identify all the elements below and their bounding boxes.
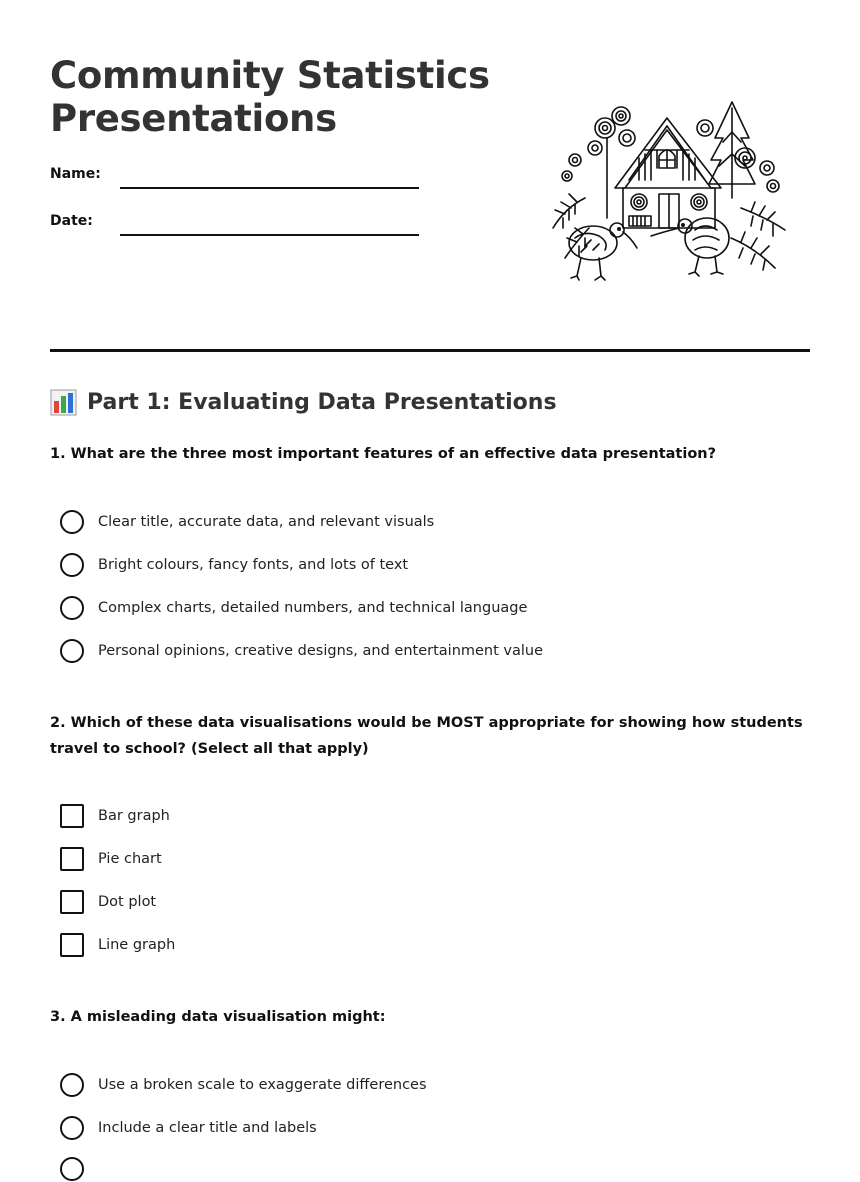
q2-option-4[interactable] bbox=[60, 932, 175, 958]
house-kiwi-illustration bbox=[545, 98, 795, 284]
option-label: Clear title, accurate data, and relevant visuals bbox=[98, 514, 435, 530]
option-label: Personal opinions, creative designs, and entertainment value bbox=[98, 643, 544, 659]
question-3: 3. A misleading data visualisation might: bbox=[50, 1009, 386, 1025]
option-label: Pie chart bbox=[98, 851, 162, 867]
tree-right bbox=[697, 102, 779, 198]
radio-button[interactable] bbox=[60, 639, 84, 663]
question-1: 1. What are the three most important features of an effective data presentation? bbox=[50, 446, 717, 462]
worksheet-title bbox=[50, 54, 490, 140]
fern-right bbox=[731, 202, 785, 270]
option-label: Dot plot bbox=[98, 894, 157, 910]
radio-button[interactable] bbox=[60, 1073, 84, 1097]
option-label: Bright colours, fancy fonts, and lots of text bbox=[98, 557, 409, 573]
date-label: Date: bbox=[50, 213, 93, 229]
checkbox[interactable] bbox=[60, 847, 84, 871]
name-label: Name: bbox=[50, 166, 101, 182]
q3-option-2[interactable] bbox=[60, 1115, 317, 1141]
question-2: 2. Which of these data visualisations would be MOST appropriate for showing how students travel to school? (Select all that apply) bbox=[50, 715, 803, 757]
koru-tree-left bbox=[562, 107, 635, 218]
checkbox[interactable] bbox=[60, 890, 84, 914]
option-label: Bar graph bbox=[98, 808, 170, 824]
checkbox[interactable] bbox=[60, 804, 84, 828]
section-heading bbox=[50, 389, 557, 416]
option-label: Include a clear title and labels bbox=[98, 1120, 317, 1136]
checkbox[interactable] bbox=[60, 933, 84, 957]
kiwi-bird-right bbox=[651, 218, 729, 276]
q3-option-3-partial[interactable] bbox=[60, 1156, 98, 1182]
title-line-2: Presentations bbox=[50, 97, 337, 140]
option-label: Complex charts, detailed numbers, and technical language bbox=[98, 600, 528, 616]
radio-button[interactable] bbox=[60, 1116, 84, 1140]
header-divider bbox=[50, 349, 810, 352]
radio-button[interactable] bbox=[60, 553, 84, 577]
title-line-1: Community Statistics bbox=[50, 54, 490, 97]
q1-option-2[interactable] bbox=[60, 552, 408, 578]
q1-option-4[interactable] bbox=[60, 638, 543, 664]
section-heading-text: Part 1: Evaluating Data Presentations bbox=[87, 390, 557, 415]
option-label: Use a broken scale to exaggerate differences bbox=[98, 1077, 427, 1093]
date-field[interactable] bbox=[120, 234, 419, 236]
radio-button[interactable] bbox=[60, 510, 84, 534]
bar-chart-icon bbox=[50, 389, 77, 416]
q2-option-3[interactable] bbox=[60, 889, 156, 915]
q2-option-1[interactable] bbox=[60, 803, 170, 829]
q1-option-3[interactable] bbox=[60, 595, 527, 621]
house-drawing bbox=[615, 118, 721, 228]
option-label: Line graph bbox=[98, 937, 176, 953]
q1-option-1[interactable] bbox=[60, 509, 434, 535]
q3-option-1[interactable] bbox=[60, 1072, 427, 1098]
name-field[interactable] bbox=[120, 187, 419, 189]
q2-option-2[interactable] bbox=[60, 846, 162, 872]
radio-button[interactable] bbox=[60, 596, 84, 620]
